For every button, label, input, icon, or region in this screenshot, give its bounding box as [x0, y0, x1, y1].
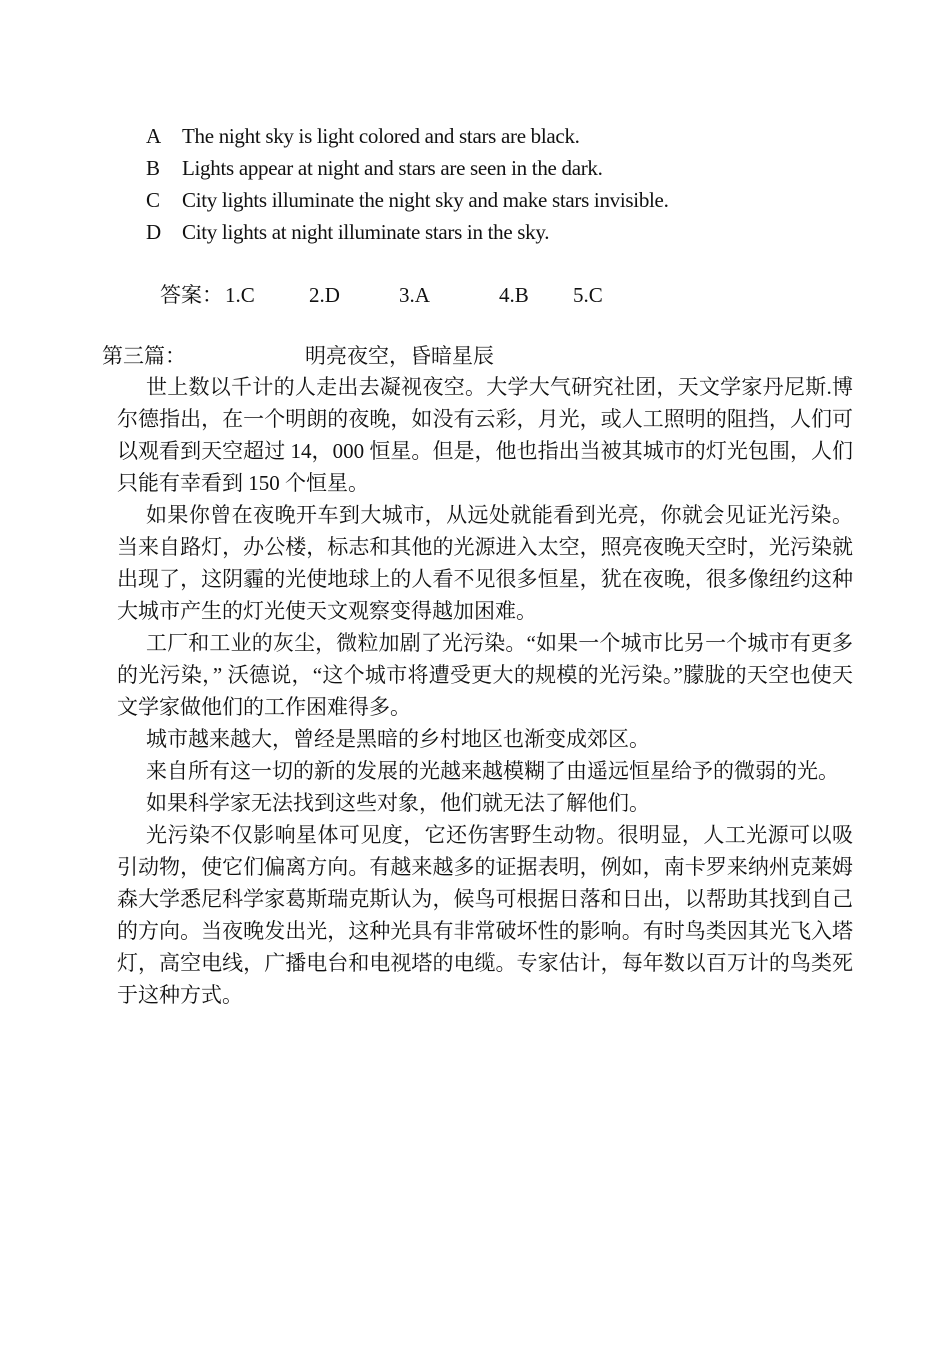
paragraph: 光污染不仅影响星体可见度，它还伤害野生动物。很明显，人工光源可以吸引动物，使它们偏离方向。有越来越多的证据表明，例如，南卡罗来纳州克莱姆森大学悉尼科学家葛斯瑞克斯认为，候鸟可根据日落和日出，以帮助其找到自己的方向。当夜晚发出光，这种光具有非常破坏性的影响。有时鸟类因其光飞入塔灯，高空电线，广播电台和电视塔的电缆。专家估计，每年数以百万计的鸟类死于这种方式。 — [117, 823, 853, 1007]
option-a — [146, 120, 846, 152]
section-heading — [102, 340, 494, 372]
answer-item: 2.D — [309, 283, 340, 307]
option-d — [146, 216, 846, 248]
answer-item: 3.A — [399, 283, 430, 307]
option-text: The night sky is light colored and stars are black. — [182, 124, 580, 148]
section-title: 明亮夜空，昏暗星辰 — [305, 344, 494, 368]
option-text: City lights at night illuminate stars in the sky. — [182, 220, 550, 244]
option-text: City lights illuminate the night sky and make stars invisible. — [182, 188, 669, 212]
answer-key-label: 答案： — [160, 283, 223, 307]
option-letter: C — [146, 188, 160, 212]
answer-item: 5.C — [573, 283, 603, 307]
paragraph: 城市越来越大，曾经是黑暗的乡村地区也渐变成郊区。 — [146, 727, 650, 751]
section-label: 第三篇： — [102, 344, 186, 368]
option-c — [146, 184, 846, 216]
paragraph: 工厂和工业的灰尘，微粒加剧了光污染。“如果一个城市比另一个城市有更多的光污染，” 沃德说，“这个城市将遭受更大的规模的光污染。”朦胧的天空也使天文学家做他们的工作困难得多。 — [117, 631, 853, 719]
answer-options — [146, 120, 846, 248]
answer-item: 1.C — [225, 283, 255, 307]
option-b — [146, 152, 846, 184]
answer-key — [160, 280, 603, 310]
paragraph: 来自所有这一切的新的发展的光越来越模糊了由遥远恒星给予的微弱的光。 — [146, 759, 839, 783]
paragraph: 如果科学家无法找到这些对象，他们就无法了解他们。 — [146, 791, 650, 815]
paragraph: 如果你曾在夜晚开车到大城市，从远处就能看到光亮，你就会见证光污染。当来自路灯，办公楼，标志和其他的光源进入太空，照亮夜晚天空时，光污染就出现了，这阴霾的光使地球上的人看不见很多恒星，犹在夜晚，很多像纽约这种大城市产生的灯光使天文观察变得越加困难。 — [117, 503, 853, 623]
option-text: Lights appear at night and stars are seen in the dark. — [182, 156, 603, 180]
answer-item: 4.B — [499, 283, 529, 307]
option-letter: A — [146, 124, 161, 148]
option-letter: D — [146, 220, 161, 244]
article-body — [117, 371, 853, 1011]
option-letter: B — [146, 156, 160, 180]
paragraph: 世上数以千计的人走出去凝视夜空。大学大气研究社团，天文学家丹尼斯.博尔德指出，在一个明朗的夜晚，如没有云彩，月光，或人工照明的阻挡，人们可以观看到天空超过 14，000 恒星。但是，他也指出当被其城市的灯光包围，人们只能有幸看到 150 个恒星。 — [117, 375, 853, 495]
